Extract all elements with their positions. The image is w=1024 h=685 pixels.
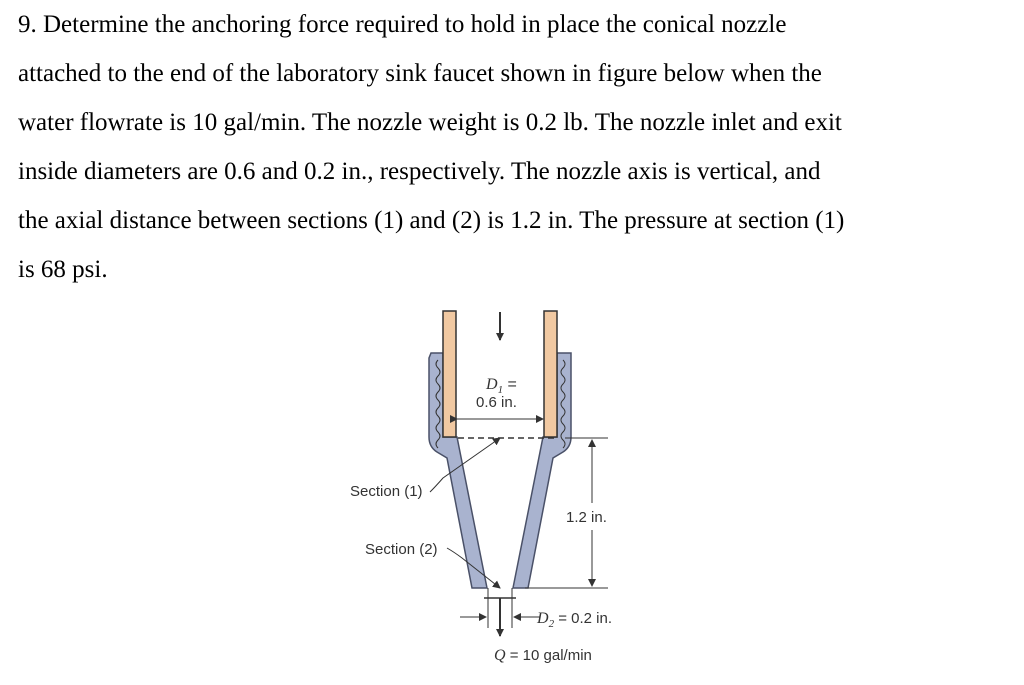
section1-label: Section (1) (350, 483, 423, 500)
section2-label: Section (2) (365, 541, 438, 558)
d1-label: $D_1$ = (486, 376, 517, 396)
q-label: Q = 10 gal/min (494, 647, 592, 664)
nozzle-right-wall (513, 353, 571, 588)
problem-line: the axial distance between sections (1) and (2) is 1.2 in. The pressure at section (1) (18, 207, 845, 234)
problem-statement (18, 0, 1008, 294)
problem-line: water flowrate is 10 gal/min. The nozzle weight is 0.2 lb. The nozzle inlet and exit (18, 109, 842, 136)
nozzle-diagram (330, 300, 660, 680)
problem-line: inside diameters are 0.6 and 0.2 in., respectively. The nozzle axis is vertical, and (18, 158, 821, 185)
d1-value: 0.6 in. (476, 394, 517, 411)
length-label: 1.2 in. (566, 509, 607, 526)
nozzle-left-wall (429, 353, 487, 588)
problem-line: 9. Determine the anchoring force required to hold in place the conical nozzle (18, 11, 787, 38)
problem-line: is 68 psi. (18, 256, 108, 283)
nozzle-figure (330, 300, 660, 680)
faucet-right-wall (544, 311, 557, 437)
faucet-left-wall (443, 311, 456, 437)
problem-line: attached to the end of the laboratory sink faucet shown in figure below when the (18, 60, 822, 87)
d2-label: $D_2 = 0.2$ in. (537, 610, 613, 630)
